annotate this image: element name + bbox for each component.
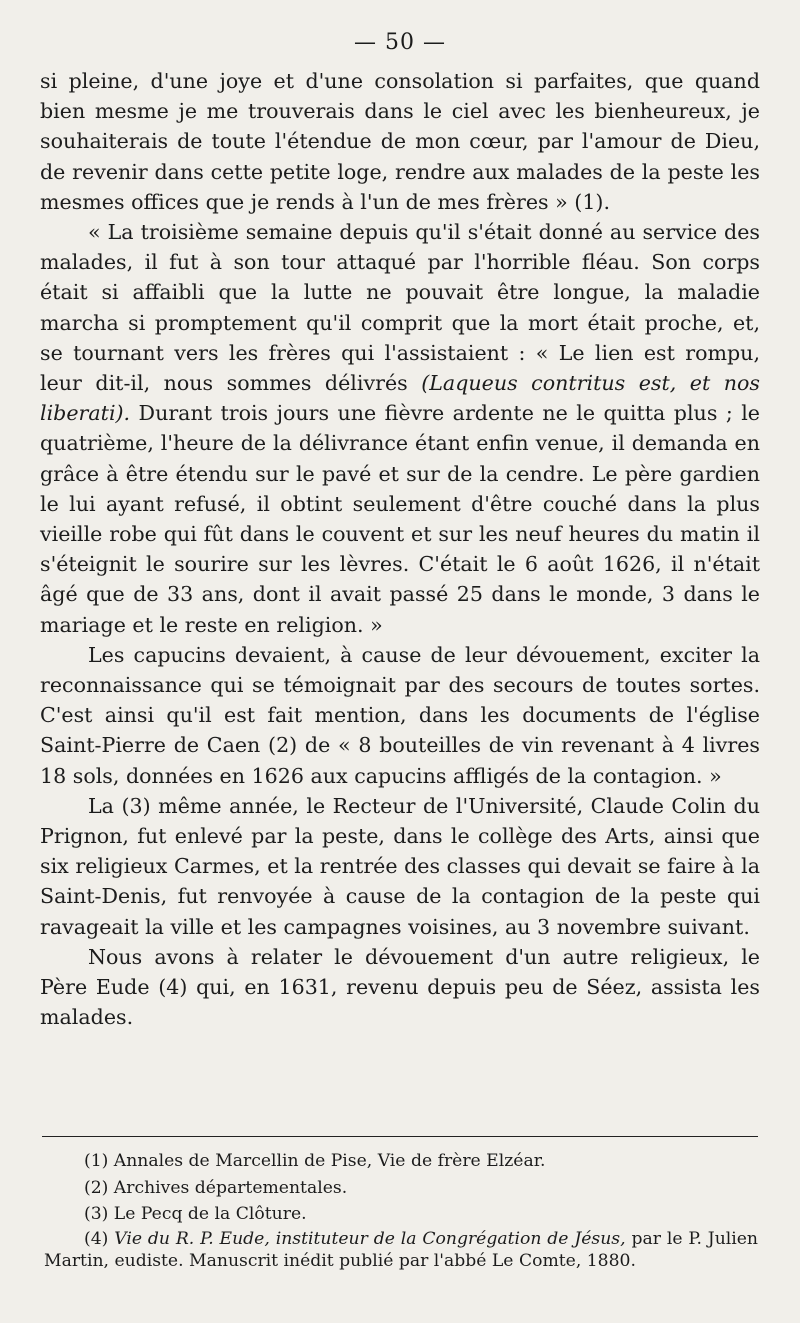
footnote-4 — [44, 1228, 758, 1272]
paragraph-4: La (3) même année, le Recteur de l'Université, Claude Colin du Prignon, fut enlevé par la peste, dans le collège des Arts, ainsi que six religieux Carmes, et la rentrée des classes qui devait se faire à la Saint-Denis, fut renvoyée à cause de la contagion de la peste qui ravageait la ville et les campagnes voisines, au 3 novembre suivant. — [40, 793, 760, 939]
paragraph-3: Les capucins devaient, à cause de leur dévouement, exciter la reconnaissance qui se témoignait par des secours de toutes sortes. C'est ainsi qu'il est fait mention, dans les documents de l'église Saint-Pierre de Caen (2) de « 8 bouteilles de vin revenant à 4 livres 18 sols, données en 1626 aux capucins affligés de la contagion. » — [40, 642, 760, 788]
paragraph-1: si pleine, d'une joye et d'une consolation si parfaites, que quand bien mesme je me trouverais dans le ciel avec les bienheureux, je souhaiterais de toute l'étendue de mon cœur, par l'amour de Dieu, de revenir dans cette petite loge, rendre aux malades de la peste les mesmes offices que je rends à l'un de mes frères » (1). — [40, 69, 760, 214]
footnotes — [44, 1148, 758, 1272]
paragraph-2 — [40, 217, 760, 640]
latin-quote: (Laqueus contritus est, et nos liberati). — [40, 371, 760, 426]
footnote-3: (3) Le Pecq de la Clôture. — [84, 1204, 307, 1224]
paragraph-2-text-b: Durant trois jours une fièvre ardente ne le quitta plus ; le quatrième, l'heure de la délivrance étant enfin venue, il demanda en grâce à être étendu sur le pavé et sur de la cendre. Le père gardien le lui ayant refusé, il obtint seulement d'être couché dans la plus vieille robe qui fût dans le couvent et sur les neuf heures du matin il s'éteignit le sourire sur les lèvres. C'était le 6 août 1626, il n'était âgé que de 33 ans, dont il avait passé 25 dans le monde, 3 dans le mariage et le reste en religion. » — [40, 401, 760, 637]
footnote-4-number: (4) — [84, 1228, 115, 1249]
paragraph-5: Nous avons à relater le dévouement d'un autre religieux, le Père Eude (4) qui, en 1631, revenu depuis peu de Séez, assista les malades. — [40, 944, 760, 1030]
footnote-4-text: par le P. Julien Martin, eudiste. Manuscrit inédit publié par l'abbé Le Comte, 1880. — [44, 1228, 758, 1271]
body-text — [40, 66, 760, 1033]
page-number: — 50 — — [354, 30, 446, 55]
footnote-2: (2) Archives départementales. — [84, 1177, 348, 1198]
footnote-4-title: Vie du R. P. Eude, instituteur de la Congrégation de Jésus, — [114, 1228, 626, 1249]
footnote-1: (1) Annales de Marcellin de Pise, Vie de frère Elzéar. — [84, 1151, 546, 1171]
footnote-divider — [42, 1136, 758, 1137]
paragraph-2-text-a: « La troisième semaine depuis qu'il s'était donné au service des malades, il fut à son tour attaqué par l'horrible fléau. Son corps était si affaibli que la lutte ne pouvait être longue, la maladie marcha si promptement qu'il comprit que la mort était proche, et, se tournant vers les frères qui l'assistaient : « Le lien est rompu, leur dit-il, nous sommes délivrés — [40, 220, 760, 396]
